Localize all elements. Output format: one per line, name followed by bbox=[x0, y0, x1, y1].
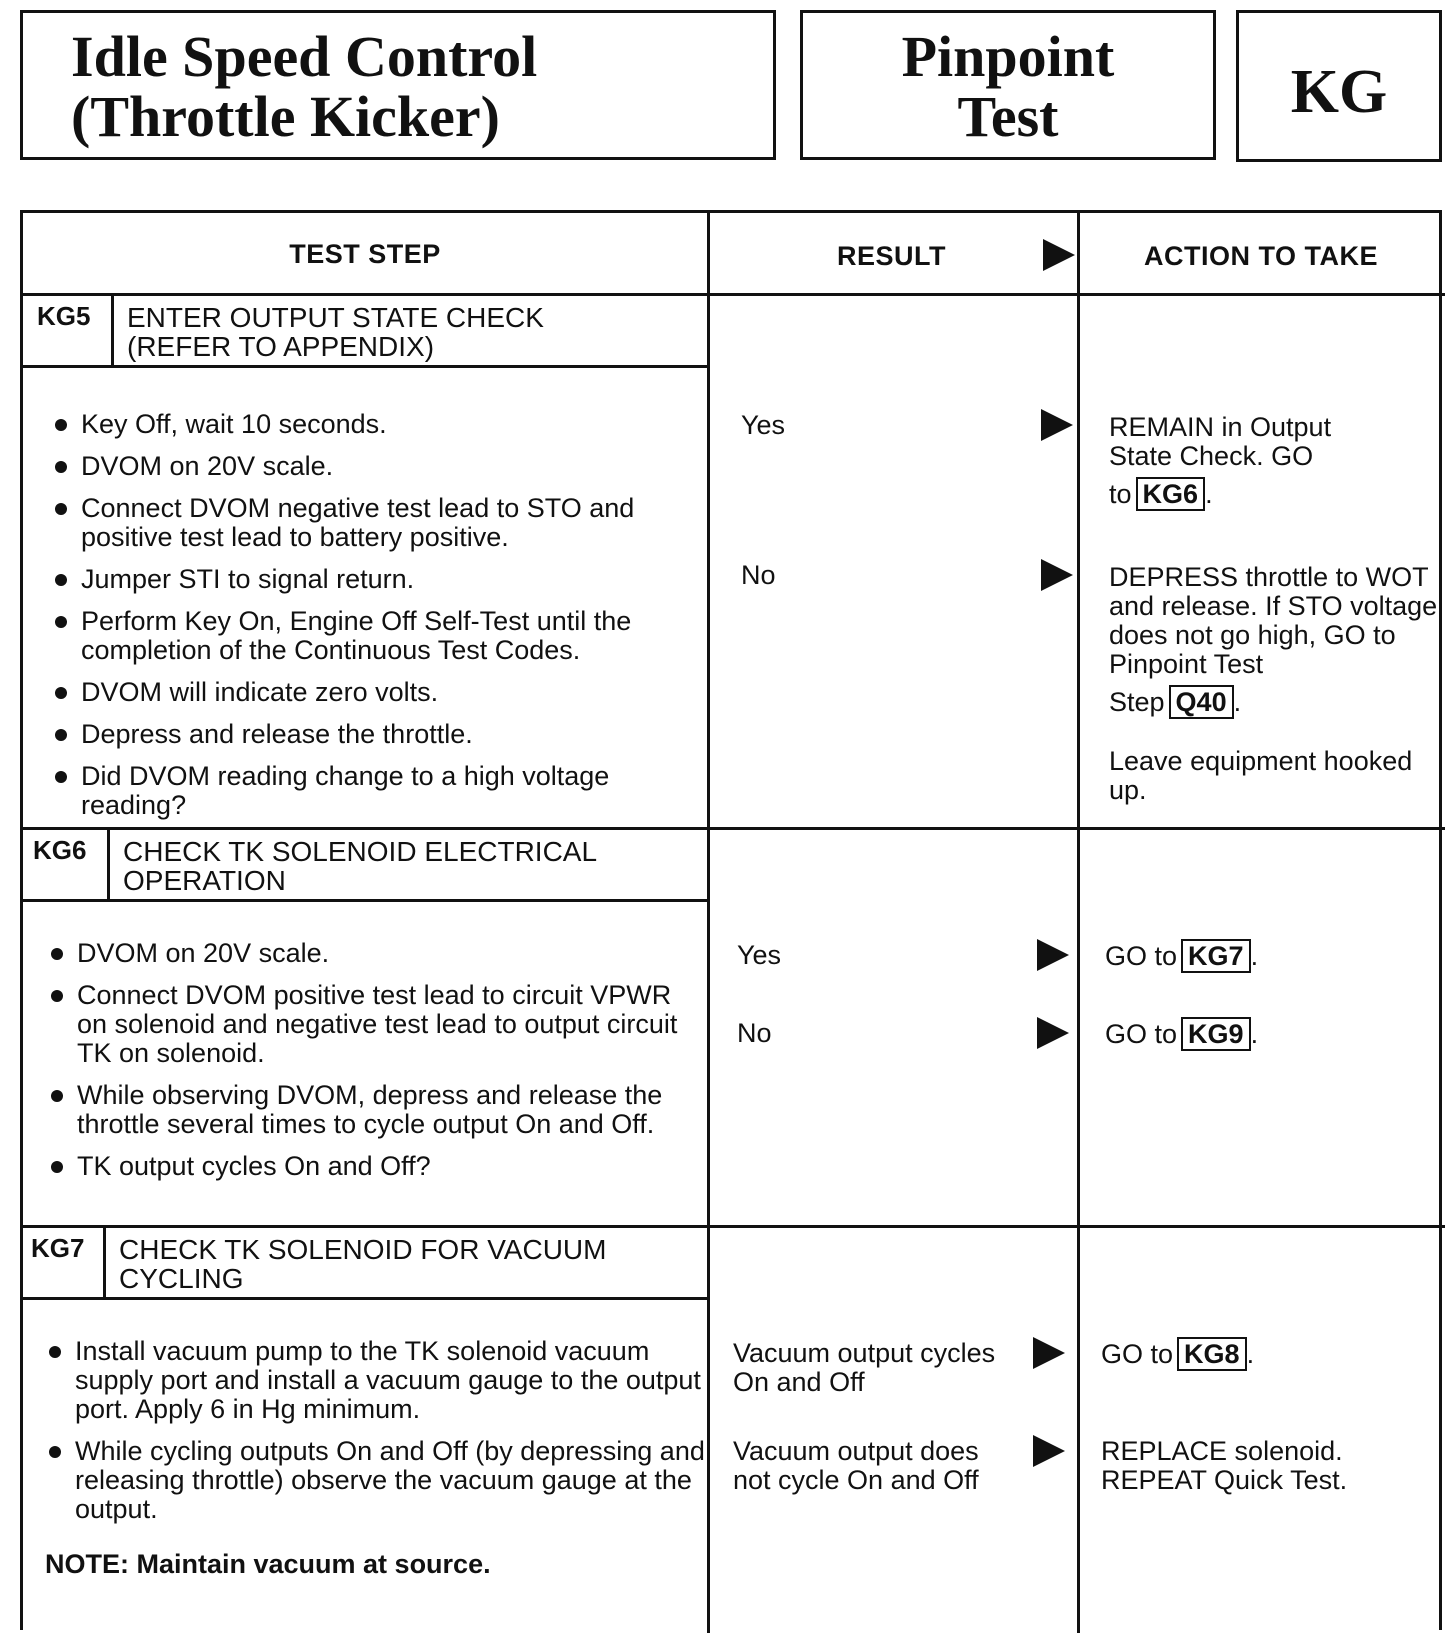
action-line: REMAIN in Output bbox=[1109, 412, 1332, 442]
action-goto bbox=[1109, 685, 1439, 719]
step-title-line: OPERATION bbox=[123, 865, 286, 896]
test-type-box bbox=[800, 10, 1216, 160]
step-instructions bbox=[51, 410, 691, 833]
column-divider-1 bbox=[707, 213, 710, 1633]
test-code: KG bbox=[1290, 58, 1388, 126]
action-yes bbox=[1105, 939, 1258, 973]
step-id: KG6 bbox=[33, 835, 87, 865]
arrow-icon bbox=[1037, 1017, 1069, 1049]
column-header-action: ACTION TO TAKE bbox=[1144, 241, 1378, 271]
action-vacuum-cycles bbox=[1101, 1337, 1254, 1371]
action-yes bbox=[1109, 413, 1429, 511]
arrow-icon bbox=[1041, 559, 1073, 591]
action-goto bbox=[1109, 477, 1429, 511]
action-text: DEPRESS throttle to WOT and release. If STO voltage does not go high, GO to Pinpoint Test bbox=[1109, 562, 1438, 679]
arrow-icon bbox=[1037, 939, 1069, 971]
instruction-item: While cycling outputs On and Off (by depressing and releasing throttle) observe the vacuum gauge at the output. bbox=[45, 1437, 705, 1524]
column-header-result: RESULT bbox=[837, 241, 946, 271]
instruction-item: TK output cycles On and Off? bbox=[47, 1152, 697, 1181]
action-post: . bbox=[1250, 1019, 1259, 1049]
step-id-divider bbox=[111, 293, 114, 368]
column-divider-2 bbox=[1077, 213, 1080, 1633]
title-box bbox=[20, 10, 776, 160]
instruction-item: Connect DVOM negative test lead to STO and positive test lead to battery positive. bbox=[51, 494, 691, 552]
action-pre: GO to bbox=[1105, 1019, 1178, 1049]
step-title bbox=[127, 303, 544, 361]
instruction-item: Perform Key On, Engine Off Self-Test until the completion of the Continuous Test Codes. bbox=[51, 607, 691, 665]
arrow-icon bbox=[1043, 239, 1075, 271]
step-id: KG7 bbox=[31, 1233, 85, 1263]
action-line: State Check. GO bbox=[1109, 441, 1314, 471]
step-reference: Q40 bbox=[1169, 685, 1234, 719]
instruction-item: Did DVOM reading change to a high voltage reading? bbox=[51, 762, 691, 820]
step-title-line: ENTER OUTPUT STATE CHECK bbox=[127, 302, 544, 333]
instruction-item: Key Off, wait 10 seconds. bbox=[51, 410, 691, 439]
instruction-item: Connect DVOM positive test lead to circuit VPWR on solenoid and negative test lead to output circuit TK on solenoid. bbox=[47, 981, 697, 1068]
action-line: REPLACE solenoid. bbox=[1101, 1436, 1343, 1466]
header-divider bbox=[23, 293, 1445, 296]
step-instructions bbox=[47, 939, 697, 1194]
result-no: No bbox=[737, 1018, 772, 1048]
step-reference: KG6 bbox=[1136, 477, 1206, 511]
instruction-item: Jumper STI to signal return. bbox=[51, 565, 691, 594]
step-title-divider bbox=[23, 899, 707, 902]
step-divider bbox=[23, 1225, 1445, 1228]
action-line: REPEAT Quick Test. bbox=[1101, 1465, 1348, 1495]
step-id: KG5 bbox=[37, 301, 91, 331]
step-title-line: (REFER TO APPENDIX) bbox=[127, 331, 435, 362]
step-reference: KG7 bbox=[1181, 939, 1251, 973]
action-no bbox=[1109, 563, 1439, 805]
action-pre: Step bbox=[1109, 687, 1165, 717]
step-title-line: CYCLING bbox=[119, 1263, 244, 1294]
step-id-divider bbox=[107, 827, 110, 901]
instruction-item: DVOM on 20V scale. bbox=[51, 452, 691, 481]
test-type-line-2: Test bbox=[957, 84, 1059, 149]
result-yes: Yes bbox=[741, 410, 786, 440]
action-post: . bbox=[1250, 941, 1259, 971]
arrow-icon bbox=[1033, 1435, 1065, 1467]
step-reference: KG8 bbox=[1177, 1337, 1247, 1371]
result-no: No bbox=[741, 560, 776, 590]
action-pre: GO to bbox=[1105, 941, 1178, 971]
result-yes: Yes bbox=[737, 940, 782, 970]
step-title bbox=[119, 1235, 606, 1293]
step-title-line: CHECK TK SOLENOID FOR VACUUM bbox=[119, 1234, 607, 1265]
step-note: NOTE: Maintain vacuum at source. bbox=[45, 1549, 491, 1579]
action-post: . bbox=[1246, 1339, 1255, 1369]
action-pre: GO to bbox=[1101, 1339, 1174, 1369]
step-id-divider bbox=[103, 1225, 106, 1299]
instruction-item: Depress and release the throttle. bbox=[51, 720, 691, 749]
action-extra: Leave equipment hooked up. bbox=[1109, 746, 1413, 805]
step-reference: KG9 bbox=[1181, 1017, 1251, 1051]
test-code-box bbox=[1236, 10, 1442, 162]
result-vacuum-cycles: Vacuum output cycles On and Off bbox=[733, 1338, 996, 1397]
step-title-line: CHECK TK SOLENOID ELECTRICAL bbox=[123, 836, 598, 867]
action-post: . bbox=[1205, 479, 1213, 509]
instruction-item: Install vacuum pump to the TK solenoid vacuum supply port and install a vacuum gauge to the output port. Apply 6 in Hg minimum. bbox=[45, 1337, 705, 1424]
action-no bbox=[1105, 1017, 1258, 1051]
page-title bbox=[71, 24, 538, 149]
title-line-2: (Throttle Kicker) bbox=[71, 84, 500, 149]
arrow-icon bbox=[1033, 1337, 1065, 1369]
action-pre: to bbox=[1109, 479, 1132, 509]
column-header-test-step: TEST STEP bbox=[289, 239, 441, 269]
step-divider bbox=[23, 827, 1445, 830]
instruction-item: DVOM on 20V scale. bbox=[47, 939, 697, 968]
step-title-divider bbox=[23, 1297, 707, 1300]
action-vacuum-no-cycle bbox=[1101, 1437, 1347, 1495]
result-vacuum-no-cycle: Vacuum output does not cycle On and Off bbox=[733, 1436, 979, 1495]
title-line-1: Idle Speed Control bbox=[71, 24, 538, 89]
test-type-line-1: Pinpoint bbox=[901, 24, 1115, 89]
step-title-divider bbox=[23, 365, 707, 368]
instruction-item: While observing DVOM, depress and release the throttle several times to cycle output On and Off. bbox=[47, 1081, 697, 1139]
action-post: . bbox=[1233, 687, 1242, 717]
instruction-item: DVOM will indicate zero volts. bbox=[51, 678, 691, 707]
arrow-icon bbox=[1041, 409, 1073, 441]
test-type bbox=[803, 24, 1213, 149]
step-instructions bbox=[45, 1337, 705, 1537]
pinpoint-table bbox=[20, 210, 1442, 1630]
step-title bbox=[123, 837, 597, 895]
